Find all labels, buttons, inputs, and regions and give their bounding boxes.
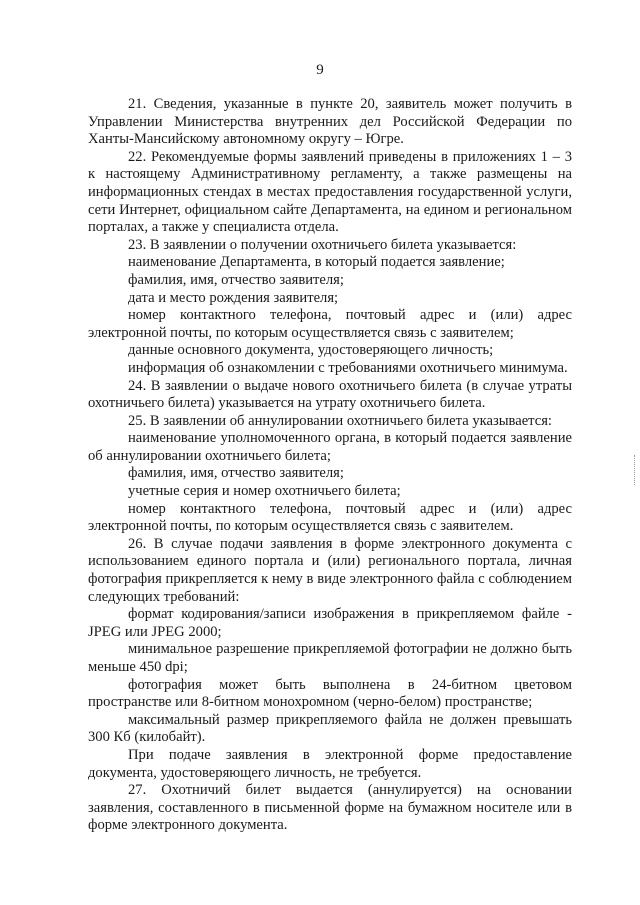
paragraph-23: 23. В заявлении о получении охотничьего билета указывается: [128, 236, 517, 253]
list-item: минимальное разрешение прикрепляемой фотографии не должно быть меньше 450 dpi; [88, 641, 572, 675]
scan-edge-mark [634, 455, 638, 485]
list-item: номер контактного телефона, почтовый адрес и (или) адрес электронной почты, по которым осуществляется связь с заявителем; [88, 307, 572, 341]
list-item: номер контактного телефона, почтовый адрес и (или) адрес электронной почты, по которым осуществляется связь с заявителем. [88, 500, 572, 535]
paragraph-26-note: При подаче заявления в электронной форме предоставление документа, удостоверяющего личность, не требуется. [88, 746, 572, 781]
list-item: наименование уполномоченного органа, в который подается заявление об аннулировании охотничьего билета; [88, 430, 572, 464]
list-item: формат кодирования/записи изображения в прикрепляемом файле - JPEG или JPEG 2000; [88, 606, 572, 640]
list-item: фотография может быть выполнена в 24-битном цветовом пространстве или 8-битном монохромном (черно-белом) пространстве; [88, 676, 572, 711]
list-item: максимальный размер прикрепляемого файла не должен превышать 300 Кб (килобайт). [88, 711, 572, 746]
list-item: учетные серия и номер охотничьего билета; [128, 483, 401, 500]
list-item: фамилия, имя, отчество заявителя; [128, 465, 344, 482]
paragraph-21: 21. Сведения, указанные в пункте 20, заявитель может получить в Управлении Министерства внутренних дел Российской Федерации по Ханты-Мансийскому автономному округу – Югре. [88, 96, 572, 148]
list-item: дата и место рождения заявителя; [128, 289, 339, 306]
paragraph-22: 22. Рекомендуемые формы заявлений приведены в приложениях 1 – 3 к настоящему Административному регламенту, а также размещены на информационных стендах в местах предоставления государственной услуги, сети Интернет, официальном сайте Департамента, на едином и региональном порталах, а также у специалиста отдела. [88, 148, 572, 236]
list-item: наименование Департамента, в который подается заявление; [128, 254, 505, 271]
document-body [88, 96, 572, 835]
paragraph-25: 25. В заявлении об аннулировании охотничьего билета указывается: [128, 412, 552, 429]
list-item: данные основного документа, удостоверяющего личность; [128, 342, 494, 359]
paragraph-24: 24. В заявлении о выдаче нового охотничьего билета (в случае утраты охотничьего билета) указывается на утрату охотничьего билета. [88, 377, 572, 412]
list-item: информация об ознакомлении с требованиями охотничьего минимума. [128, 359, 568, 376]
paragraph-26: 26. В случае подачи заявления в форме электронного документа с использованием единого портала и (или) регионального портала, личная фотография прикрепляется к нему в виде электронного файла с соблюдением следующих требований: [88, 535, 572, 605]
list-item: фамилия, имя, отчество заявителя; [128, 271, 344, 288]
page-number: 9 [316, 62, 324, 78]
paragraph-27: 27. Охотничий билет выдается (аннулируется) на основании заявления, составленного в письменной форме на бумажном носителе или в форме электронного документа. [88, 782, 572, 834]
